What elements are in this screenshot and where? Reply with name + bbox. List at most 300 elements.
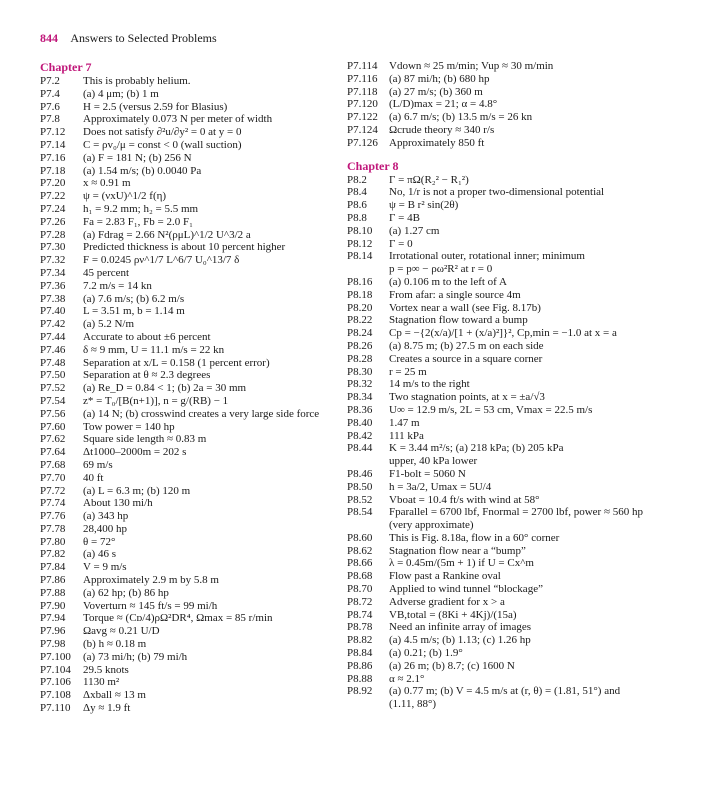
answer-row <box>347 430 672 443</box>
problem-number: P8.6 <box>347 199 367 212</box>
right-column <box>347 60 672 711</box>
answer-row <box>40 216 340 229</box>
answer-text: h₁ = 9.2 mm; h₂ = 5.5 mm <box>83 202 199 215</box>
problem-number: P7.44 <box>40 330 66 343</box>
answer-text: 69 m/s <box>83 458 113 471</box>
problem-number: P8.14 <box>347 250 373 263</box>
answer-text: r = 25 m <box>389 365 427 378</box>
problem-number: P7.36 <box>40 279 66 292</box>
answer-row <box>40 510 340 523</box>
problem-number: P7.96 <box>40 625 66 638</box>
problem-number: P7.50 <box>40 369 66 382</box>
answer-row <box>40 600 340 613</box>
answer-text: (1.11, 88°) <box>389 698 437 711</box>
answer-text: Need an infinite array of images <box>389 621 532 634</box>
answer-row <box>40 395 340 408</box>
problem-number: P7.62 <box>40 433 66 446</box>
answer-text: (b) h ≈ 0.18 m <box>83 638 147 651</box>
answer-text: (a) 4 μm; (b) 1 m <box>83 87 159 100</box>
answer-text: δ ≈ 9 mm, U = 11.1 m/s = 22 kn <box>83 343 225 356</box>
problem-number: P7.42 <box>40 318 66 331</box>
chapter-8-heading: Chapter 8 <box>347 158 399 173</box>
answer-text: Adverse gradient for x > a <box>389 595 505 608</box>
answer-text: From afar: a single source 4m <box>389 288 521 301</box>
answer-row <box>347 314 672 327</box>
problem-number: P8.34 <box>347 391 373 404</box>
answer-text: (a) Fdrag = 2.66 N²(ρμL)^1/2 U^3/2 a <box>83 228 251 241</box>
answer-text: (a) 1.54 m/s; (b) 0.0040 Pa <box>83 164 202 177</box>
problem-number: P7.40 <box>40 305 66 318</box>
problem-number: P7.64 <box>40 446 66 459</box>
answer-row <box>347 199 672 212</box>
problem-number: P7.46 <box>40 343 66 356</box>
problem-number: P7.22 <box>40 190 66 203</box>
answer-text: (a) 46 s <box>83 548 116 561</box>
answer-text: Approximately 2.9 m by 5.8 m <box>83 574 219 587</box>
problem-number <box>347 519 389 532</box>
problem-number: P7.32 <box>40 254 66 267</box>
answer-text: Ωcrude theory ≈ 340 r/s <box>389 123 495 136</box>
problem-number: P7.38 <box>40 292 66 305</box>
answer-text: p = p∞ − ρω²R² at r = 0 <box>389 263 493 276</box>
answer-text: Irrotational outer, rotational inner; minimum <box>389 250 585 263</box>
answer-row <box>40 152 340 165</box>
answer-row <box>40 357 340 370</box>
answer-text: Predicted thickness is about 10 percent higher <box>83 241 286 254</box>
answer-text: 7.2 m/s = 14 kn <box>83 279 152 292</box>
problem-number: P7.72 <box>40 484 66 497</box>
answer-text: Applied to wind tunnel “blockage” <box>389 583 543 596</box>
problem-number: P7.86 <box>40 574 66 587</box>
problem-number: P8.22 <box>347 314 373 327</box>
answer-text: Accurate to about ±6 percent <box>83 330 211 343</box>
answer-row <box>40 382 340 395</box>
problem-number: P7.90 <box>40 599 66 612</box>
problem-number: P7.122 <box>347 111 378 124</box>
answer-row <box>347 494 672 507</box>
answer-text: 1130 m² <box>83 676 120 689</box>
answer-row <box>40 280 340 293</box>
problem-number: P7.118 <box>347 85 378 98</box>
problem-number: P7.100 <box>40 650 71 663</box>
answer-text: (a) 1.27 cm <box>389 224 440 237</box>
answer-row <box>347 685 672 698</box>
answer-text: upper, 40 kPa lower <box>389 455 478 468</box>
answer-text: Fparallel = 6700 lbf, Fnormal = 2700 lbf, power ≈ 560 hp <box>389 506 643 519</box>
chapter-7-answer-list <box>40 75 340 715</box>
answer-text: F = 0.0245 ρν^1/7 L^6/7 U₀^13/7 δ <box>83 254 240 267</box>
answer-text: Ωavg ≈ 0.21 U/D <box>83 625 160 638</box>
answer-row <box>347 647 672 660</box>
answer-row <box>347 137 672 150</box>
answer-row <box>40 574 340 587</box>
answer-row <box>40 177 340 190</box>
problem-number: P8.68 <box>347 570 373 583</box>
problem-number: P8.70 <box>347 583 373 596</box>
answer-row <box>347 455 672 468</box>
problem-number: P7.28 <box>40 228 66 241</box>
page-number: 844 <box>40 31 58 45</box>
answer-text: Vboat = 10.4 ft/s with wind at 58° <box>389 493 540 506</box>
answer-text: Does not satisfy ∂²u/∂y² = 0 at y = 0 <box>83 126 242 139</box>
answer-row <box>40 75 340 88</box>
problem-number: P7.24 <box>40 202 66 215</box>
problem-number: P7.54 <box>40 394 66 407</box>
answer-row <box>347 238 672 251</box>
answer-row <box>347 596 672 609</box>
answer-text: Γ = 4B <box>389 211 420 224</box>
answer-row <box>40 267 340 280</box>
answer-row <box>40 305 340 318</box>
problem-number: P7.8 <box>40 113 60 126</box>
answer-row <box>347 545 672 558</box>
answer-row <box>40 421 340 434</box>
chapter-7-continued-list <box>347 60 672 150</box>
answer-row <box>347 583 672 596</box>
problem-number: P7.116 <box>347 72 378 85</box>
problem-number: P7.34 <box>40 266 66 279</box>
answer-row <box>40 203 340 216</box>
answer-row <box>40 638 340 651</box>
answer-text: (a) 26 m; (b) 8.7; (c) 1600 N <box>389 659 515 672</box>
answer-row <box>40 536 340 549</box>
answer-text: Creates a source in a square corner <box>389 352 543 365</box>
answer-text: Torque ≈ (Cᴅ/4)ρΩ²DR⁴, Ωmax = 85 r/min <box>83 612 273 625</box>
problem-number: P7.108 <box>40 689 71 702</box>
answer-row <box>40 472 340 485</box>
answer-text: No, 1/r is not a proper two-dimensional potential <box>389 186 605 199</box>
answer-row <box>347 302 672 315</box>
answer-row <box>40 702 340 715</box>
problem-number: P7.124 <box>347 123 378 136</box>
problem-number: P8.62 <box>347 544 373 557</box>
answer-row <box>347 673 672 686</box>
answer-row <box>347 250 672 263</box>
answer-row <box>347 481 672 494</box>
answer-text: θ = 72° <box>83 535 116 548</box>
answer-row <box>40 497 340 510</box>
problem-number: P7.6 <box>40 100 60 113</box>
answer-text: (a) 73 mi/h; (b) 79 mi/h <box>83 650 188 663</box>
answer-row <box>347 212 672 225</box>
problem-number: P7.82 <box>40 548 66 561</box>
problem-number: P7.80 <box>40 535 66 548</box>
answer-text: (very approximate) <box>389 519 474 532</box>
answer-text: Vdown ≈ 25 m/min; Vup ≈ 30 m/min <box>389 60 554 72</box>
problem-number: P8.66 <box>347 557 373 570</box>
answer-text: Stagnation flow toward a bump <box>389 314 528 327</box>
answer-text: Approximately 0.073 N per meter of width <box>83 113 273 126</box>
answer-row <box>40 587 340 600</box>
running-title: Answers to Selected Problems <box>70 31 217 45</box>
answer-text: 40 ft <box>83 471 104 484</box>
answer-row <box>347 276 672 289</box>
answer-text: z* = T₀/[B(n+1)], n = g/(RB) − 1 <box>83 394 229 407</box>
problem-number: P8.28 <box>347 352 373 365</box>
answer-row <box>347 506 672 519</box>
problem-number: P7.48 <box>40 356 66 369</box>
answer-row <box>347 73 672 86</box>
answer-text: x ≈ 0.91 m <box>83 177 131 190</box>
problem-number: P7.88 <box>40 586 66 599</box>
problem-number <box>347 263 389 276</box>
problem-number: P7.104 <box>40 663 71 676</box>
answer-text: Stagnation flow near a “bump” <box>389 544 526 557</box>
answer-row <box>40 408 340 421</box>
answer-text: 28,400 hp <box>83 522 127 535</box>
problem-number: P7.16 <box>40 151 66 164</box>
answer-text: Tow power = 140 hp <box>83 420 175 433</box>
answer-row <box>40 344 340 357</box>
answer-row <box>347 442 672 455</box>
answer-row <box>347 621 672 634</box>
problem-number: P8.82 <box>347 634 373 647</box>
problem-number: P8.44 <box>347 442 373 455</box>
problem-number: P8.88 <box>347 672 373 685</box>
problem-number: P7.74 <box>40 497 66 510</box>
answer-text: Separation at θ ≈ 2.3 degrees <box>83 369 211 382</box>
problem-number: P7.110 <box>40 702 71 715</box>
answer-row <box>40 523 340 536</box>
answer-row <box>40 625 340 638</box>
answer-row <box>40 126 340 139</box>
answer-row <box>40 190 340 203</box>
answer-row <box>347 378 672 391</box>
answer-row <box>40 331 340 344</box>
problem-number: P8.60 <box>347 531 373 544</box>
problem-number: P7.12 <box>40 126 66 139</box>
answer-row <box>347 353 672 366</box>
answer-row <box>347 404 672 417</box>
answer-text: (a) 0.106 m to the left of A <box>389 275 507 288</box>
problem-number: P7.114 <box>347 60 378 72</box>
answer-text: 14 m/s to the right <box>389 378 470 391</box>
problem-number: P7.106 <box>40 676 71 689</box>
problem-number: P8.10 <box>347 224 373 237</box>
answer-text: (a) 5.2 N/m <box>83 318 135 331</box>
problem-number: P8.42 <box>347 429 373 442</box>
problem-number: P8.24 <box>347 327 373 340</box>
answer-text: (a) 62 hp; (b) 86 hp <box>83 586 169 599</box>
answer-row <box>40 139 340 152</box>
answer-text: (a) L = 6.3 m; (b) 120 m <box>83 484 191 497</box>
problem-number: P7.18 <box>40 164 66 177</box>
answer-text: F1-bolt = 5060 N <box>389 467 466 480</box>
answer-row <box>347 532 672 545</box>
problem-number: P7.70 <box>40 471 66 484</box>
answer-text: (L/D)max = 21; α = 4.8° <box>389 98 498 111</box>
answer-row <box>347 519 672 532</box>
answer-row <box>40 446 340 459</box>
problem-number <box>347 455 389 468</box>
answer-row <box>347 340 672 353</box>
answer-text: Voverturn ≈ 145 ft/s = 99 mi/h <box>83 599 218 612</box>
answer-row <box>347 225 672 238</box>
page-header <box>40 31 217 46</box>
answer-row <box>347 609 672 622</box>
answer-text: Approximately 850 ft <box>389 136 485 149</box>
answer-text: H = 2.5 (versus 2.59 for Blasius) <box>83 100 228 113</box>
answer-text: This is Fig. 8.18a, flow in a 60° corner <box>389 531 560 544</box>
answer-row <box>347 60 672 73</box>
problem-number: P7.120 <box>347 98 378 111</box>
problem-number: P8.40 <box>347 416 373 429</box>
answer-text: 111 kPa <box>389 429 424 442</box>
answer-row <box>40 113 340 126</box>
answer-text: Fa = 2.83 F₁, Fb = 2.0 F₁ <box>83 215 193 228</box>
answer-text: Γ = 0 <box>389 237 413 250</box>
answer-row <box>347 391 672 404</box>
answer-row <box>40 293 340 306</box>
answer-text: α ≈ 2.1° <box>389 672 425 685</box>
problem-number: P7.52 <box>40 382 66 395</box>
answer-text: K = 3.44 m²/s; (a) 218 kPa; (b) 205 kPa <box>389 442 564 455</box>
answer-row <box>347 263 672 276</box>
problem-number: P8.12 <box>347 237 373 250</box>
answer-text: This is probably helium. <box>83 75 191 87</box>
answer-row <box>40 88 340 101</box>
answer-text: (a) 8.75 m; (b) 27.5 m on each side <box>389 339 544 352</box>
answer-row <box>40 459 340 472</box>
answer-text: h = 3a/2, Umax = 5U/4 <box>389 480 492 493</box>
problem-number <box>347 698 389 711</box>
answer-row <box>40 254 340 267</box>
problem-number: P7.78 <box>40 522 66 535</box>
answer-text: V = 9 m/s <box>83 561 127 574</box>
answer-text: (a) F = 181 N; (b) 256 N <box>83 151 192 164</box>
problem-number: P7.68 <box>40 458 66 471</box>
answer-row <box>40 676 340 689</box>
answer-text: About 130 mi/h <box>83 497 153 510</box>
chapter-8-answer-list <box>347 174 672 711</box>
answer-row <box>40 369 340 382</box>
answer-row <box>347 570 672 583</box>
answer-text: ψ = (νxU)^1/2 f(η) <box>83 190 167 203</box>
problem-number: P8.30 <box>347 365 373 378</box>
problem-number: P7.26 <box>40 215 66 228</box>
answer-row <box>40 318 340 331</box>
problem-number: P8.50 <box>347 480 373 493</box>
problem-number: P8.2 <box>347 173 367 186</box>
problem-number: P7.126 <box>347 136 378 149</box>
answer-row <box>347 98 672 111</box>
problem-number: P8.4 <box>347 186 367 199</box>
answer-text: (a) 87 mi/h; (b) 680 hp <box>389 72 490 85</box>
answer-row <box>40 101 340 114</box>
answer-row <box>347 468 672 481</box>
answer-text: (a) Re_D = 0.84 < 1; (b) 2a = 30 mm <box>83 382 247 395</box>
answer-text: Δy ≈ 1.9 ft <box>83 702 131 715</box>
problem-number: P8.74 <box>347 608 373 621</box>
answer-row <box>347 417 672 430</box>
answer-text: Δt1000–2000m = 202 s <box>83 446 187 459</box>
answer-text: 1.47 m <box>389 416 420 429</box>
answer-row <box>347 557 672 570</box>
answer-text: (a) 0.21; (b) 1.9° <box>389 647 463 660</box>
answer-row <box>347 366 672 379</box>
answer-text: (a) 343 hp <box>83 510 129 523</box>
answer-text: Γ = πΩ(R₂² − R₁²) <box>389 173 469 186</box>
problem-number: P8.16 <box>347 275 373 288</box>
problem-number: P7.60 <box>40 420 66 433</box>
answer-row <box>40 165 340 178</box>
answer-row <box>40 664 340 677</box>
problem-number: P7.30 <box>40 241 66 254</box>
problem-number: P8.32 <box>347 378 373 391</box>
answer-row <box>40 485 340 498</box>
answer-text: Cp = −{2(x/a)/[1 + (x/a)²]}², Cp,min = −1.0 at x = a <box>389 327 617 340</box>
answer-text: L = 3.51 m, b = 1.14 m <box>83 305 185 318</box>
problem-number: P7.84 <box>40 561 66 574</box>
problem-number: P8.78 <box>347 621 373 634</box>
answer-text: Vortex near a wall (see Fig. 8.17b) <box>389 301 541 314</box>
answer-text: Square side length ≈ 0.83 m <box>83 433 207 446</box>
answer-text: VB,total = (8Ki + 4Kj)/(15a) <box>389 608 517 621</box>
problem-number: P8.52 <box>347 493 373 506</box>
answer-text: 45 percent <box>83 266 130 279</box>
problem-number: P7.4 <box>40 87 60 100</box>
problem-number: P7.56 <box>40 407 66 420</box>
answer-row <box>40 651 340 664</box>
problem-number: P8.36 <box>347 403 373 416</box>
problem-number: P7.76 <box>40 510 66 523</box>
problem-number: P8.20 <box>347 301 373 314</box>
problem-number: P8.54 <box>347 506 373 519</box>
problem-number: P8.26 <box>347 339 373 352</box>
answer-text: Separation at x/L = 0.158 (1 percent error) <box>83 356 270 369</box>
answer-row <box>347 289 672 302</box>
problem-number: P7.14 <box>40 138 66 151</box>
answer-text: (a) 0.77 m; (b) V = 4.5 m/s at (r, θ) = (1.81, 51°) and <box>389 685 621 698</box>
answer-text: (a) 4.5 m/s; (b) 1.13; (c) 1.26 hp <box>389 634 531 647</box>
answer-text: Δxball ≈ 13 m <box>83 689 146 702</box>
answer-text: Two stagnation points, at x = ±a/√3 <box>389 391 545 404</box>
problem-number: P8.46 <box>347 467 373 480</box>
answer-row <box>347 634 672 647</box>
answer-row <box>40 241 340 254</box>
problem-number: P8.8 <box>347 211 367 224</box>
answer-row <box>40 689 340 702</box>
answer-text: U∞ = 12.9 m/s, 2L = 53 cm, Vmax = 22.5 m/s <box>389 403 593 416</box>
answer-text: Flow past a Rankine oval <box>389 570 501 583</box>
answer-text: λ = 0.45m/(5m + 1) if U = Cx^m <box>389 557 534 570</box>
left-column <box>40 60 340 715</box>
problem-number: P8.72 <box>347 595 373 608</box>
answer-text: (a) 27 m/s; (b) 360 m <box>389 85 483 98</box>
answer-text: 29.5 knots <box>83 663 129 676</box>
answer-row <box>40 548 340 561</box>
answer-text: (a) 14 N; (b) crosswind creates a very large side force <box>83 407 320 420</box>
answer-row <box>347 86 672 99</box>
problem-number: P7.2 <box>40 75 60 87</box>
answer-text: (a) 7.6 m/s; (b) 6.2 m/s <box>83 292 185 305</box>
answer-row <box>347 111 672 124</box>
problem-number: P8.92 <box>347 685 373 698</box>
problem-number: P7.98 <box>40 638 66 651</box>
answer-text: (a) 6.7 m/s; (b) 13.5 m/s = 26 kn <box>389 111 533 124</box>
answer-row <box>40 561 340 574</box>
answer-row <box>347 327 672 340</box>
problem-number: P8.86 <box>347 659 373 672</box>
answer-row <box>347 124 672 137</box>
answer-row <box>40 612 340 625</box>
problem-number: P7.20 <box>40 177 66 190</box>
answer-row <box>40 229 340 242</box>
answer-text: ψ = B r² sin(2θ) <box>389 199 459 212</box>
problem-number: P8.84 <box>347 647 373 660</box>
chapter-7-heading: Chapter 7 <box>40 60 92 74</box>
answer-text: C = ρv₀/μ = const < 0 (wall suction) <box>83 138 242 151</box>
